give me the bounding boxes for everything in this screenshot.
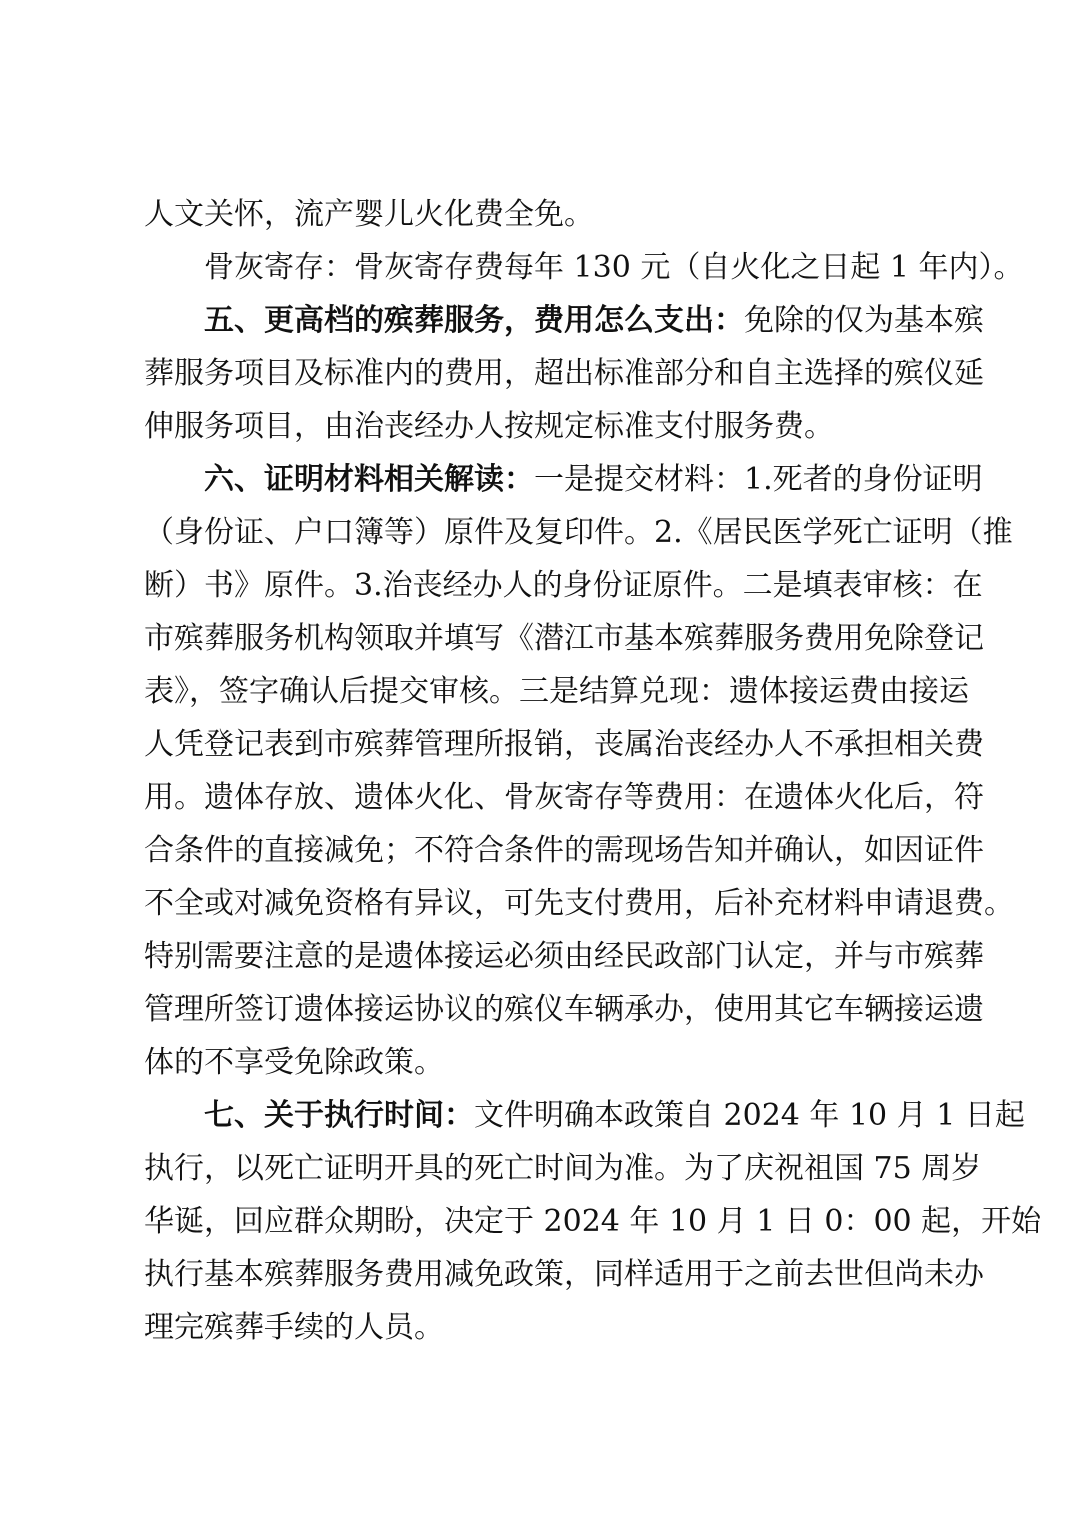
line-text: 骨灰寄存：骨灰寄存费每年 130 元（自火化之日起 1 年内）。: [204, 250, 1024, 285]
text-line: [144, 347, 984, 400]
line-text: 市殡葬服务机构领取并填写《潜江市基本殡葬服务费用免除登记: [144, 621, 984, 656]
line-text: 特别需要注意的是遗体接运必须由经民政部门认定，并与市殡葬: [144, 939, 984, 974]
line-text: 人文关怀，流产婴儿火化费全免。: [144, 197, 594, 232]
text-line: [144, 877, 1014, 930]
line-text: 文件明确本政策自 2024 年 10 月 1 日起: [474, 1098, 1025, 1133]
text-line: [144, 771, 984, 824]
line-text: 人凭登记表到市殡葬管理所报销，丧属治丧经办人不承担相关费: [144, 727, 984, 762]
section-heading-line: [144, 1089, 1025, 1142]
text-line: [144, 1195, 1042, 1248]
line-text: 不全或对减免资格有异议，可先支付费用，后补充材料申请退费。: [144, 886, 1014, 921]
text-line: [144, 824, 984, 877]
line-text: 表》，签字确认后提交审核。三是结算兑现：遗体接运费由接运: [144, 674, 969, 709]
text-line: [144, 400, 944, 453]
text-line: [144, 983, 984, 1036]
line-text: 用。遗体存放、遗体火化、骨灰寄存等费用：在遗体火化后，符: [144, 780, 984, 815]
line-text: 断）书》原件。3.治丧经办人的身份证原件。二是填表审核：在: [144, 568, 983, 603]
line-text: 免除的仅为基本殡: [744, 303, 984, 338]
section-heading-line: [144, 294, 984, 347]
text-line: [144, 1301, 944, 1354]
line-text: 一是提交材料：1.死者的身份证明: [534, 462, 983, 497]
line-text: 伸服务项目，由治丧经办人按规定标准支付服务费。: [144, 409, 834, 444]
text-line: [144, 506, 1013, 559]
section-heading: 七、关于执行时间：: [204, 1098, 474, 1133]
line-text: 理完殡葬手续的人员。: [144, 1310, 444, 1345]
section-heading: 五、更高档的殡葬服务，费用怎么支出：: [204, 303, 744, 338]
section-heading-line: [144, 453, 983, 506]
text-line: [144, 1036, 944, 1089]
line-text: 华诞，回应群众期盼，决定于 2024 年 10 月 1 日 0：00 起，开始: [144, 1204, 1042, 1239]
line-text: 管理所签订遗体接运协议的殡仪车辆承办，使用其它车辆接运遗: [144, 992, 984, 1027]
section-heading: 六、证明材料相关解读：: [204, 462, 534, 497]
line-text: （身份证、户口簿等）原件及复印件。2.《居民医学死亡证明（推: [144, 515, 1013, 550]
line-text: 葬服务项目及标准内的费用，超出标准部分和自主选择的殡仪延: [144, 356, 984, 391]
line-text: 执行基本殡葬服务费用减免政策，同样适用于之前去世但尚未办: [144, 1257, 984, 1292]
text-line: [144, 930, 984, 983]
text-line: [144, 665, 969, 718]
line-text: 体的不享受免除政策。: [144, 1045, 444, 1080]
line-text: 合条件的直接减免；不符合条件的需现场告知并确认，如因证件: [144, 833, 984, 868]
text-line: [144, 241, 1024, 294]
document-body: [144, 188, 1042, 1354]
text-line: [144, 1248, 984, 1301]
line-text: 执行，以死亡证明开具的死亡时间为准。为了庆祝祖国 75 周岁: [144, 1151, 982, 1186]
text-line: [144, 188, 944, 241]
text-line: [144, 559, 983, 612]
text-line: [144, 1142, 982, 1195]
text-line: [144, 612, 984, 665]
text-line: [144, 718, 984, 771]
